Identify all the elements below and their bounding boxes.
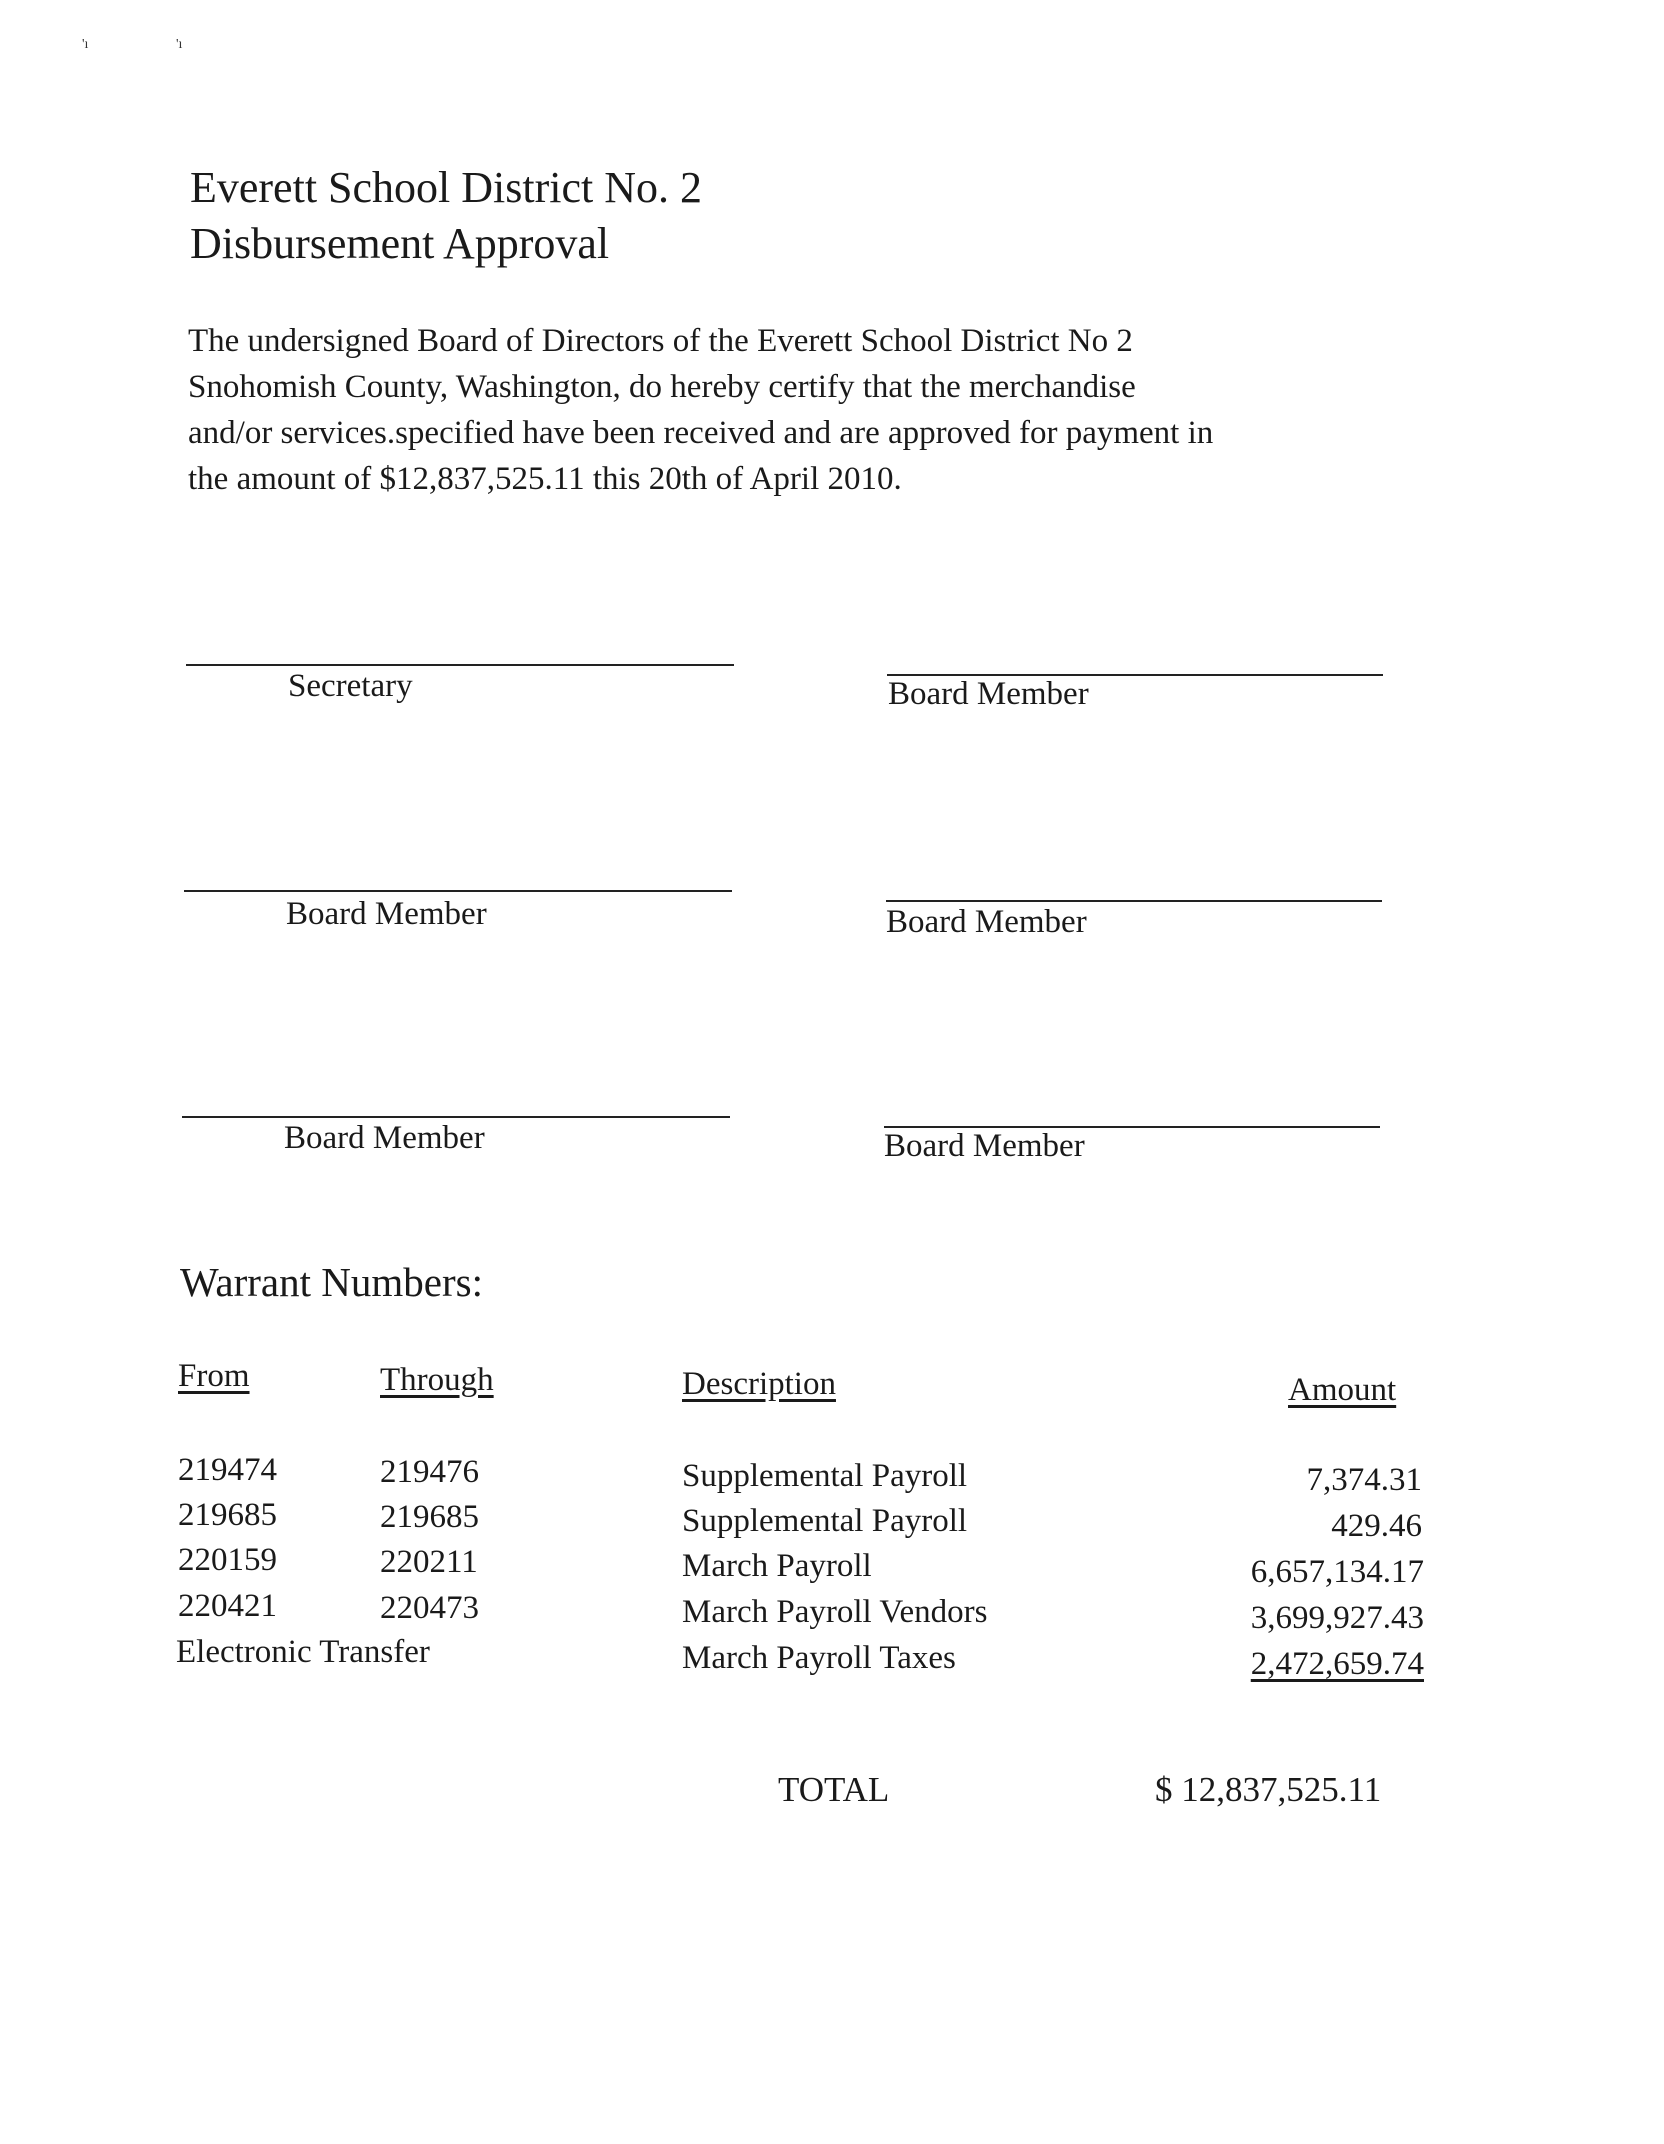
from-cell: 219685	[178, 1497, 277, 1533]
signature-label-board-member: Board Member	[286, 896, 487, 932]
column-header-through: Through	[380, 1362, 494, 1398]
from-cell: 220421	[178, 1588, 277, 1624]
certification-line: the amount of $12,837,525.11 this 20th of April 2010.	[188, 461, 902, 497]
total-label: TOTAL	[778, 1770, 890, 1809]
signature-label-secretary: Secretary	[288, 668, 413, 704]
signature-line[interactable]	[886, 900, 1382, 902]
amount-cell: 6,657,134.17	[1250, 1554, 1424, 1590]
from-cell: 220159	[178, 1542, 277, 1578]
total-value: $ 12,837,525.11	[1155, 1770, 1382, 1809]
signature-label-board-member: Board Member	[888, 676, 1089, 712]
description-cell: March Payroll Taxes	[682, 1640, 956, 1676]
warrant-numbers-heading: Warrant Numbers:	[180, 1259, 483, 1305]
signature-line[interactable]	[184, 890, 732, 892]
signature-line[interactable]	[182, 1116, 730, 1118]
description-cell: Supplemental Payroll	[682, 1458, 968, 1494]
signature-label-board-member: Board Member	[884, 1128, 1085, 1164]
certification-line: The undersigned Board of Directors of the Everett School District No 2	[188, 323, 1133, 359]
column-header-amount: Amount	[1288, 1372, 1397, 1408]
from-cell: 219474	[178, 1452, 277, 1488]
signature-label-board-member: Board Member	[284, 1120, 485, 1156]
amount-cell: 429.46	[1331, 1508, 1422, 1544]
through-cell: 219476	[380, 1454, 479, 1490]
signature-line[interactable]	[186, 664, 734, 666]
through-cell: 219685	[380, 1499, 479, 1535]
amount-cell: 2,472,659.74	[1250, 1646, 1424, 1682]
certification-line: and/or services.specified have been received and are approved for payment in	[188, 415, 1214, 451]
certification-line: Snohomish County, Washington, do hereby certify that the merchandise	[188, 369, 1136, 405]
column-header-description: Description	[682, 1366, 836, 1402]
through-cell: 220211	[380, 1544, 478, 1580]
description-cell: March Payroll	[682, 1548, 872, 1584]
description-cell: March Payroll Vendors	[682, 1594, 988, 1630]
signature-label-board-member: Board Member	[886, 904, 1087, 940]
scan-speck: 'ı	[82, 37, 89, 52]
certification-paragraph	[188, 318, 1448, 502]
amount-cell: 7,374.31	[1306, 1462, 1422, 1498]
description-cell: Supplemental Payroll	[682, 1503, 968, 1539]
column-header-from: From	[178, 1358, 250, 1394]
form-title: Disbursement Approval	[190, 219, 610, 268]
through-cell: 220473	[380, 1590, 479, 1626]
amount-cell: 3,699,927.43	[1250, 1600, 1424, 1636]
scan-speck: 'ı	[176, 37, 183, 52]
from-cell: Electronic Transfer	[176, 1634, 430, 1670]
district-name: Everett School District No. 2	[190, 163, 703, 212]
